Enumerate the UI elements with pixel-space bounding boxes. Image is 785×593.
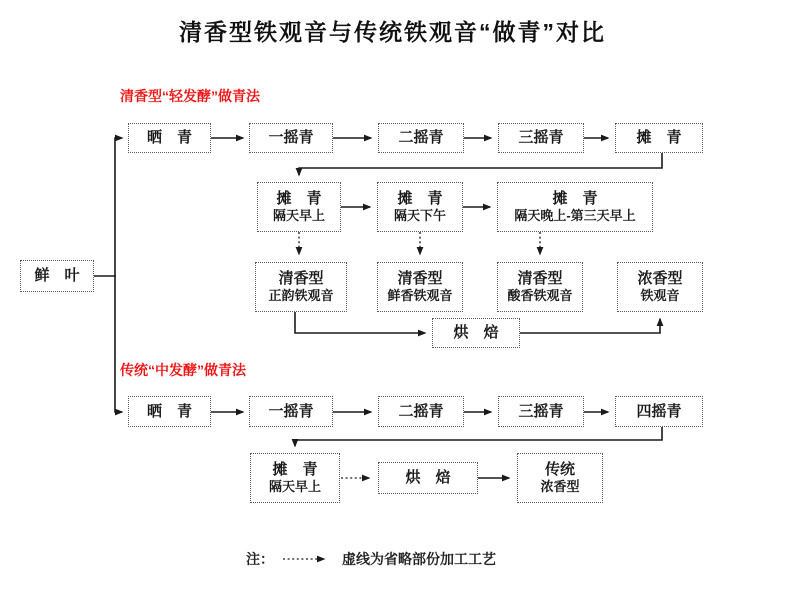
node-sublabel: 鲜香铁观音 [387,288,453,304]
node-product-nongxiang [617,262,703,312]
node-light-shake-1 [249,123,333,153]
node-trad-spread [250,453,340,503]
node-baking-light [432,318,520,348]
node-sublabel: 铁观音 [640,288,680,304]
node-label: 摊 青 [397,189,443,207]
node-label: 鲜 叶 [34,267,80,285]
node-light-sun-withering [128,123,211,153]
node-spread-next-afternoon [377,182,463,232]
node-label: 三摇青 [518,402,564,420]
node-fresh-leaf [20,260,94,292]
node-trad-shake-1 [249,396,333,427]
legend-note [246,549,496,569]
node-spread-next-morning [257,182,341,232]
node-label: 摊 青 [636,129,682,147]
node-label: 二摇青 [398,129,444,147]
node-product-traditional-nongxiang [517,453,603,503]
node-label: 清香型 [397,269,443,287]
node-light-shake-3 [498,123,584,153]
node-label: 传统 [544,460,575,478]
node-label: 晒 青 [146,402,192,420]
node-label: 烘 焙 [405,469,451,487]
legend-prefix: 注： [246,551,274,567]
node-label: 清香型 [278,269,324,287]
traditional-method-heading: 传统“中发酵”做青法 [120,362,246,378]
node-sublabel: 酸香铁观音 [507,288,573,304]
node-label: 烘 焙 [453,324,499,342]
page-title: 清香型铁观音与传统铁观音“做青”对比 [179,19,606,45]
node-product-xianxiang [377,262,463,312]
node-sublabel: 隔天下午 [393,208,446,224]
node-sublabel: 浓香型 [540,479,580,495]
node-label: 清香型 [517,269,563,287]
node-label: 摊 青 [272,460,318,478]
node-label: 摊 青 [552,189,598,207]
node-trad-shake-4 [615,396,703,427]
node-label: 浓香型 [637,269,683,287]
legend-text: 虚线为省略部份加工工艺 [342,551,496,567]
node-sublabel: 隔天晚上-第三天早上 [514,208,636,224]
node-label: 一摇青 [268,402,314,420]
node-sublabel: 正韵铁观音 [268,288,334,304]
node-label: 一摇青 [268,129,314,147]
node-label: 摊 青 [276,189,322,207]
node-trad-shake-2 [378,396,464,427]
node-light-spread [615,123,703,153]
node-sublabel: 隔天早上 [268,479,321,495]
node-trad-shake-3 [498,396,584,427]
node-light-shake-2 [378,123,464,153]
dashed-arrow-icon [282,553,334,565]
node-trad-sun-withering [128,396,211,427]
node-product-zhengyun [255,262,347,312]
node-label: 四摇青 [636,402,682,420]
node-label: 晒 青 [146,129,192,147]
light-method-heading: 清香型“轻发酵”做青法 [120,88,260,104]
node-sublabel: 隔天早上 [272,208,325,224]
node-product-suanxiang [497,262,583,312]
node-spread-next-evening [497,182,653,232]
node-baking-traditional [378,462,478,494]
node-label: 三摇青 [518,129,564,147]
node-label: 二摇青 [398,402,444,420]
